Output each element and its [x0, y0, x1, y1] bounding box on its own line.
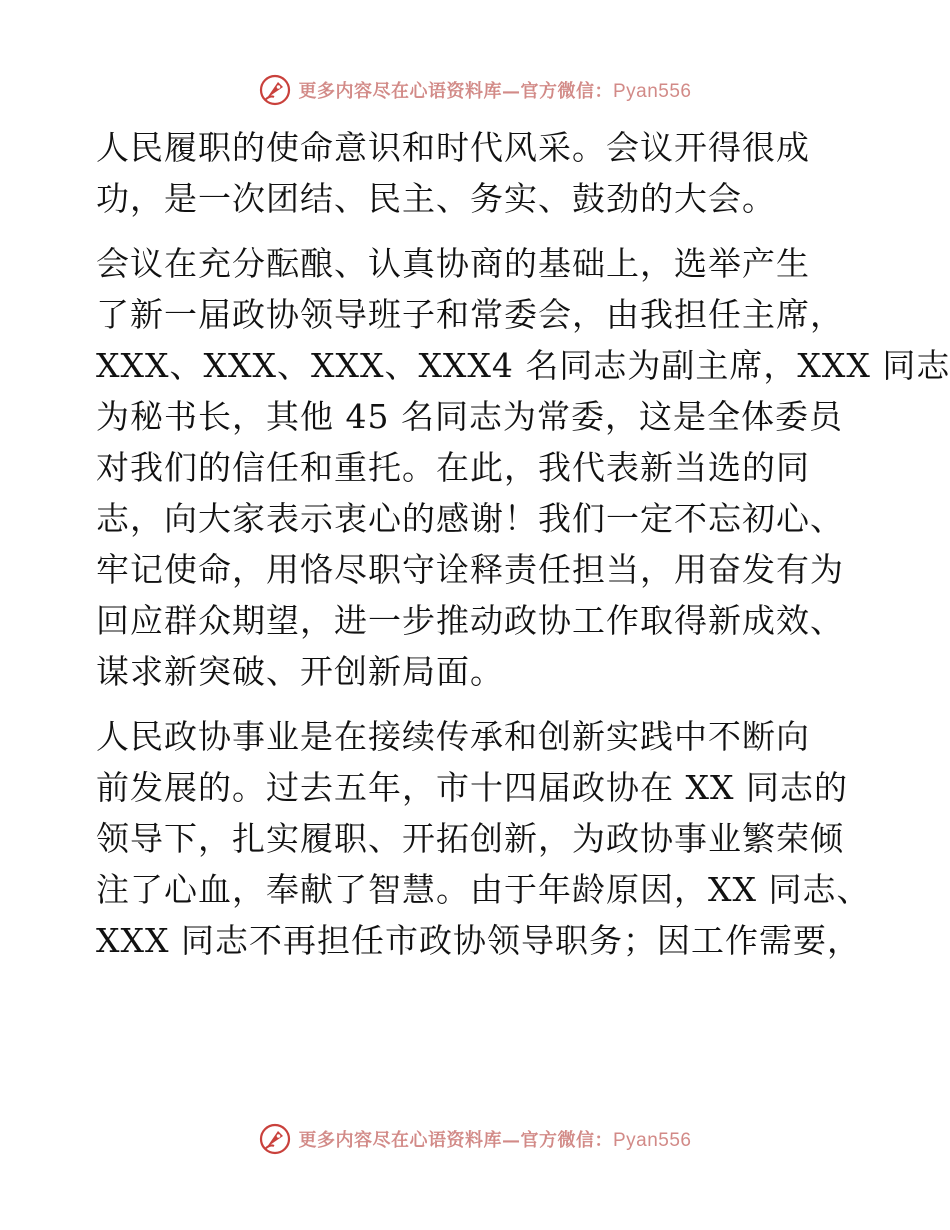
paragraph: [96, 122, 866, 224]
text-line: 会议在充分酝酿、认真协商的基础上，选举产生: [96, 244, 810, 283]
text-line: XXX 同志不再担任市政协领导职务；因工作需要，: [96, 921, 861, 960]
watermark-wechat-id: Pyan556: [612, 1130, 692, 1151]
text-line: 志，向大家表示衷心的感谢！我们一定不忘初心、: [96, 499, 844, 538]
text-line: 对我们的信任和重托。在此，我代表新当选的同: [96, 448, 810, 487]
header-watermark: [0, 70, 950, 110]
paragraph: [96, 238, 950, 697]
text-line: 为秘书长，其他 45 名同志为常委，这是全体委员: [96, 397, 843, 436]
text-line: 功，是一次团结、民主、务实、鼓劲的大会。: [96, 179, 776, 218]
paragraph: [96, 711, 871, 966]
text-line: 了新一届政协领导班子和常委会，由我担任主席，: [96, 295, 844, 334]
text-line: 牢记使命，用恪尽职守诠释责任担当，用奋发有为: [96, 550, 844, 589]
watermark-wechat-id: Pyan556: [612, 81, 692, 102]
pen-nib-logo-icon: [258, 1122, 292, 1156]
text-line: 谋求新突破、开创新局面。: [96, 652, 504, 691]
text-line: 人民履职的使命意识和时代风采。会议开得很成: [96, 128, 810, 167]
text-line: 人民政协事业是在接续传承和创新实践中不断向: [96, 717, 810, 756]
document-body: [96, 122, 950, 966]
text-line: 前发展的。过去五年，市十四届政协在 XX 同志的: [96, 768, 848, 807]
text-line: XXX、XXX、XXX、XXX4 名同志为副主席，XXX 同志: [96, 346, 950, 385]
watermark-text: 更多内容尽在心语资料库—官方微信：Pyan556: [298, 1130, 692, 1151]
text-line: 注了心血，奉献了智慧。由于年龄原因，XX 同志、: [96, 870, 871, 909]
footer-watermark: [0, 1119, 950, 1159]
watermark-text: 更多内容尽在心语资料库—官方微信：Pyan556: [298, 81, 692, 102]
pen-nib-logo-icon: [258, 73, 292, 107]
text-line: 回应群众期望，进一步推动政协工作取得新成效、: [96, 601, 844, 640]
text-line: 领导下，扎实履职、开拓创新，为政协事业繁荣倾: [96, 819, 844, 858]
